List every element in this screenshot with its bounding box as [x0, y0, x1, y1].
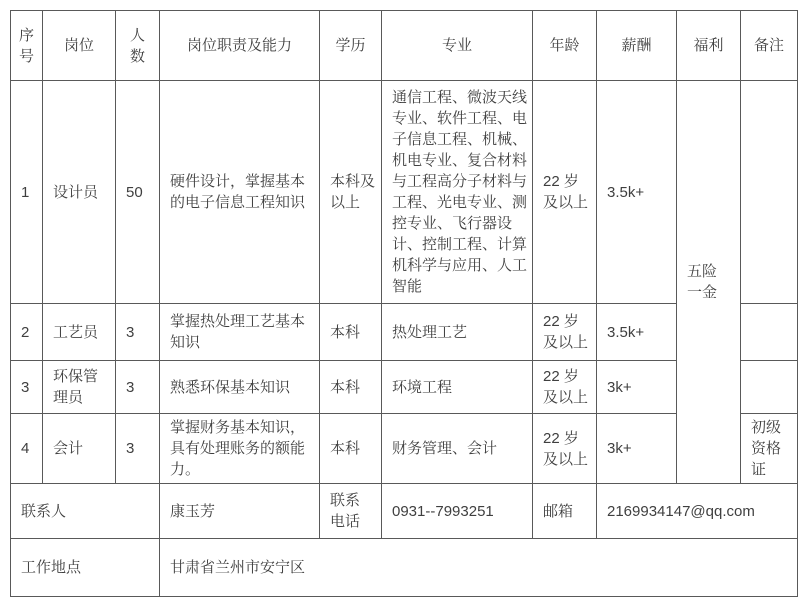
cell-benefits-merged: 五险一金 [677, 81, 741, 484]
contact-row [11, 484, 798, 539]
col-header-position: 岗位 [43, 11, 116, 81]
col-header-notes: 备注 [741, 11, 798, 81]
job-row-1 [11, 81, 798, 304]
location-label: 工作地点 [11, 539, 160, 597]
col-header-benefits: 福利 [677, 11, 741, 81]
cell-duties: 熟悉环保基本知识 [160, 361, 320, 414]
cell-education: 本科及以上 [320, 81, 382, 304]
col-header-major: 专业 [382, 11, 533, 81]
job-recruitment-table [10, 10, 798, 597]
cell-major: 环境工程 [382, 361, 533, 414]
cell-duties: 掌握热处理工艺基本知识 [160, 304, 320, 361]
cell-note [741, 81, 798, 304]
cell-salary: 3k+ [597, 361, 677, 414]
cell-age: 22 岁及以上 [533, 361, 597, 414]
cell-age: 22 岁及以上 [533, 81, 597, 304]
cell-count: 50 [116, 81, 160, 304]
cell-education: 本科 [320, 304, 382, 361]
contact-name: 康玉芳 [160, 484, 320, 539]
cell-seq: 3 [11, 361, 43, 414]
col-header-count: 人数 [116, 11, 160, 81]
cell-salary: 3.5k+ [597, 304, 677, 361]
col-header-education: 学历 [320, 11, 382, 81]
cell-duties: 掌握财务基本知识，具有处理账务的额能力。 [160, 414, 320, 484]
cell-education: 本科 [320, 361, 382, 414]
location-row [11, 539, 798, 597]
cell-note [741, 361, 798, 414]
cell-duties: 硬件设计，掌握基本的电子信息工程知识 [160, 81, 320, 304]
cell-count: 3 [116, 414, 160, 484]
col-header-seq: 序号 [11, 11, 43, 81]
cell-major: 通信工程、微波天线专业、软件工程、电子信息工程、机械、机电专业、复合材料与工程高分子材料与工程、光电专业、测控专业、飞行器设计、控制工程、计算机科学与应用、人工智能 [382, 81, 533, 304]
cell-seq: 2 [11, 304, 43, 361]
col-header-duties: 岗位职责及能力 [160, 11, 320, 81]
col-header-salary: 薪酬 [597, 11, 677, 81]
contact-email-label: 邮箱 [533, 484, 597, 539]
cell-position: 设计员 [43, 81, 116, 304]
cell-count: 3 [116, 304, 160, 361]
cell-salary: 3.5k+ [597, 81, 677, 304]
cell-seq: 1 [11, 81, 43, 304]
header-row [11, 11, 798, 81]
cell-age: 22 岁及以上 [533, 414, 597, 484]
cell-position: 环保管理员 [43, 361, 116, 414]
cell-major: 财务管理、会计 [382, 414, 533, 484]
cell-note [741, 304, 798, 361]
cell-major: 热处理工艺 [382, 304, 533, 361]
cell-seq: 4 [11, 414, 43, 484]
cell-count: 3 [116, 361, 160, 414]
cell-age: 22 岁及以上 [533, 304, 597, 361]
contact-phone: 0931--7993251 [382, 484, 533, 539]
cell-position: 工艺员 [43, 304, 116, 361]
cell-education: 本科 [320, 414, 382, 484]
contact-email: 2169934147@qq.com [597, 484, 798, 539]
cell-note: 初级资格证 [741, 414, 798, 484]
location-value: 甘肃省兰州市安宁区 [160, 539, 798, 597]
contact-phone-label: 联系电话 [320, 484, 382, 539]
contact-label: 联系人 [11, 484, 160, 539]
cell-position: 会计 [43, 414, 116, 484]
col-header-age: 年龄 [533, 11, 597, 81]
cell-salary: 3k+ [597, 414, 677, 484]
